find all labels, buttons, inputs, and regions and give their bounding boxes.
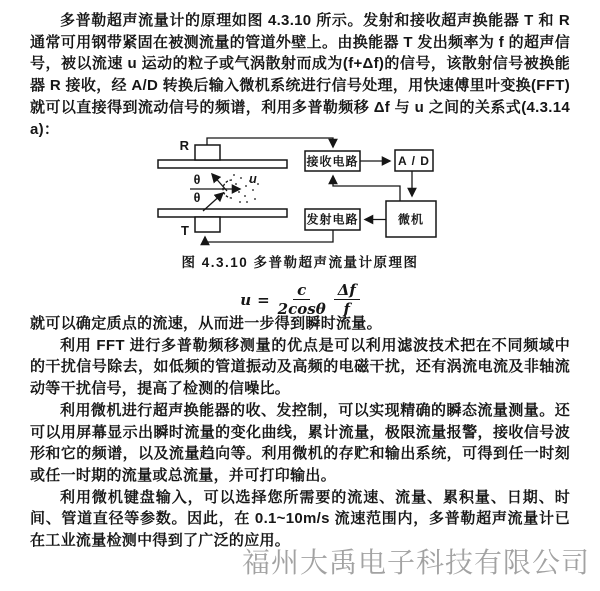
body-paragraph-block — [0, 313, 600, 552]
transmit-circuit-label: 发射电路 — [306, 212, 359, 227]
paragraph-4: 利用微机进行超声换能器的收、发控制，可以实现精确的瞬态流量测量。还可以用屏幕显示出瞬时流量的变化曲线，累计流量，极限流量报警，接收信号波形和它的频谱，以及流量趋向等。利用微机的存贮和输出系统，可得到任一时刻或任一时期的流量或总流量，并可打印输出。 — [30, 401, 570, 484]
paragraph-2: 就可以确定质点的流速，从而进一步得到瞬时流量。 — [30, 315, 382, 332]
intro-paragraph-block — [0, 10, 600, 140]
transducer-r-block — [195, 145, 220, 160]
signal-line-transmit-to-t — [205, 230, 333, 242]
formula-equals: = — [257, 290, 270, 309]
formula-frac2-numerator: Δf — [334, 281, 360, 300]
ad-converter-label: A / D — [398, 154, 430, 168]
company-watermark: 福州大禹电子科技有限公司 — [241, 547, 590, 578]
flow-velocity-label: u — [249, 172, 257, 186]
transmitter-label: T — [181, 223, 189, 238]
control-line-microcomputer-to-receive — [333, 176, 400, 201]
theta-upper-label: θ — [193, 173, 201, 187]
pipe-wall-bottom — [158, 209, 287, 217]
formula-frac1-numerator: c — [293, 281, 310, 300]
receive-circuit-label: 接收电路 — [306, 154, 359, 169]
theta-lower-label: θ — [193, 191, 201, 205]
formula-frac2-denominator: f — [343, 300, 350, 318]
formula-lhs: u — [240, 290, 252, 309]
paragraph-3: 利用 FFT 进行多普勒频移测量的优点是可以利用滤波技术把在不同频域中的干扰信号除去，如低频的管道振动及高频的电磁干扰，还有涡流电流及非轴流动等干扰信号，提高了检测的信噪比。 — [30, 336, 570, 398]
transducer-t-block — [195, 217, 220, 232]
figure-diagram — [0, 134, 600, 252]
paragraph-5: 利用微机键盘输入，可以选择您所需要的流速、流量、累积量、日期、时间、管道直径等参数。因此，在 0.1~10m/s 流速范围内，多普勒超声流量计已在工业流量检测中得到了广泛的应用。 — [30, 488, 570, 550]
formula-frac1-denominator: 2cosθ — [277, 300, 326, 318]
microcomputer-label: 微机 — [397, 212, 425, 227]
paragraph-1: 多普勒超声流量计的原理如图 4.3.10 所示。发射和接收超声换能器 T 和 R 通常可用钢带紧固在被测流量的管道外壁上。由换能器 T 发出频率为 f 的超声信号，被以流速 u 运动的粒子或气涡散射而成为(f+Δf)的信号，该散射信号被换能器 R 接收，经 A/D 转换后输入微机系统进行信号处理，用快速傅里叶变换(FFT)就可以直接得到流动信号的频谱，利用多普勒频移 Δf 与 u 之间的关系式(4.3.14a)： — [30, 12, 570, 138]
signal-line-r-to-receive — [207, 138, 333, 147]
pipe-wall-top — [158, 160, 287, 168]
receiver-label: R — [179, 138, 189, 153]
figure-caption: 图 4.3.10 多普勒超声流量计原理图 — [181, 255, 419, 270]
